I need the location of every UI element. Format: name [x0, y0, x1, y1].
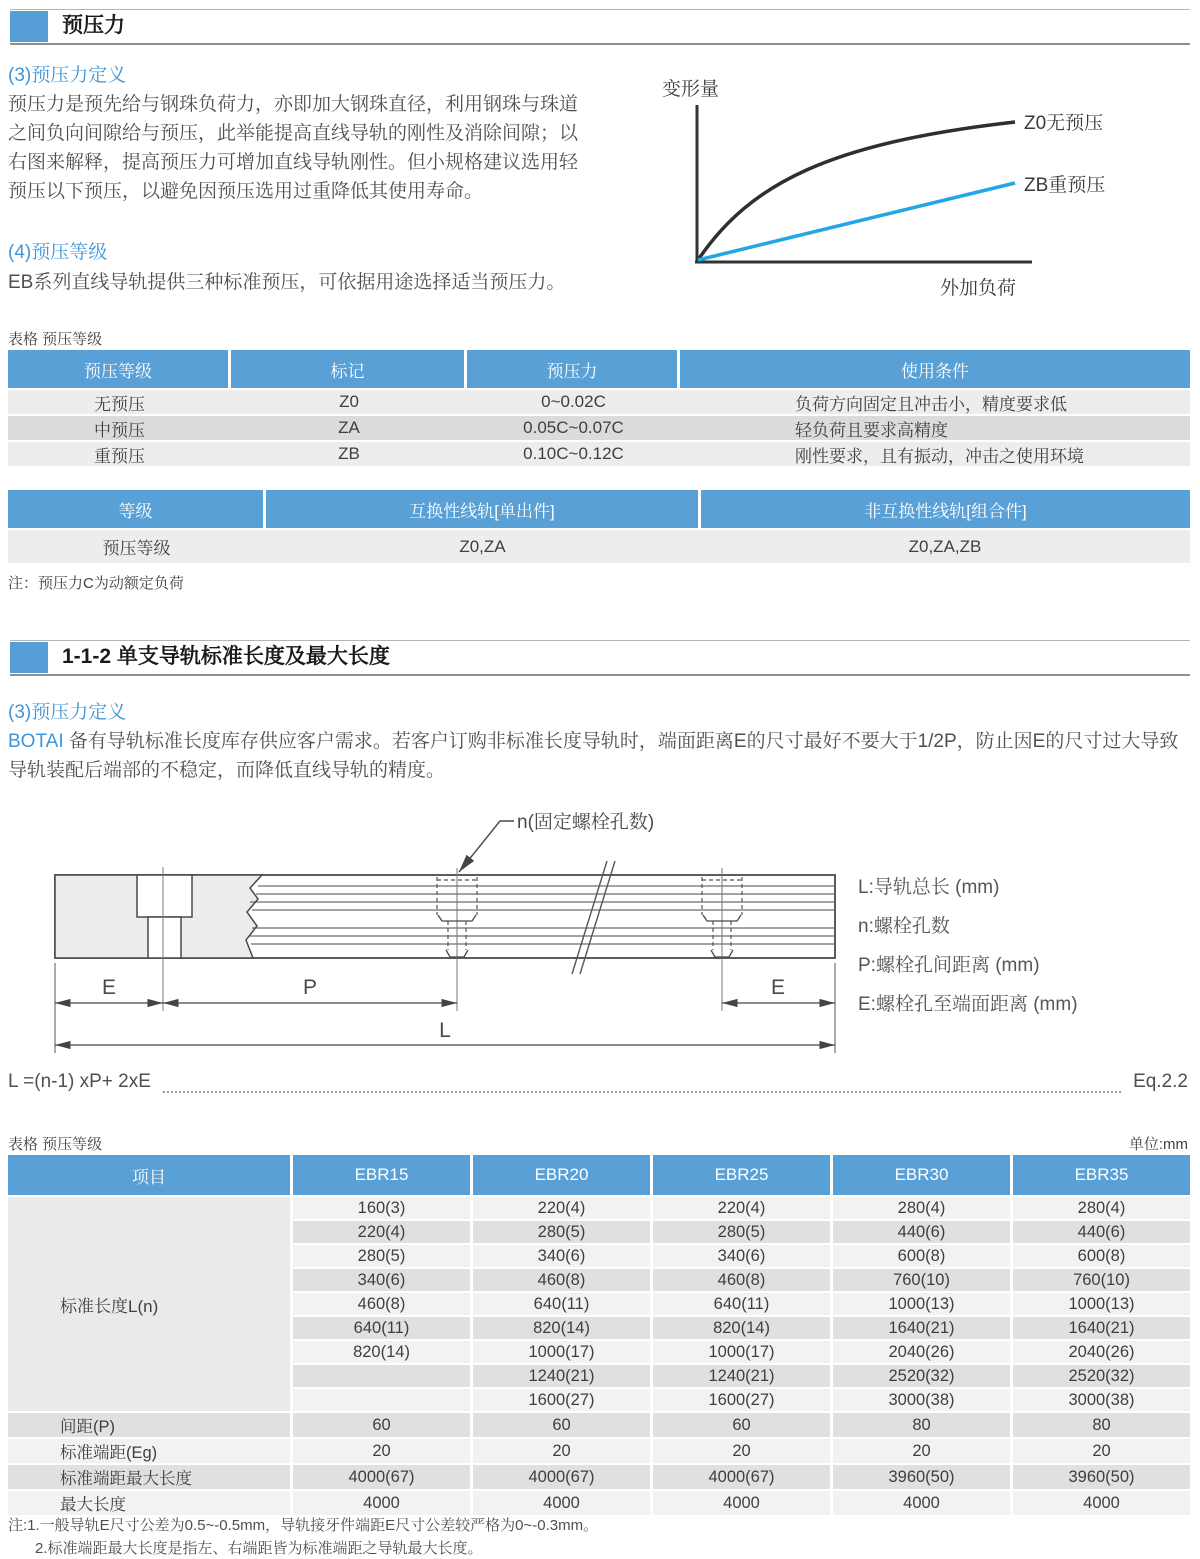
table-cell: 460(8) [653, 1269, 830, 1291]
section-accent-square [10, 642, 48, 673]
table-cell: 1240(21) [653, 1365, 830, 1387]
subheading-preload-definition: (3)预压力定义 [8, 65, 127, 86]
table-cell: 1640(21) [1013, 1317, 1190, 1339]
chart-x-axis-label: 外加负荷 [940, 278, 1017, 299]
table-cell: 20 [473, 1439, 650, 1463]
table-cell: 220(4) [653, 1197, 830, 1219]
table-cell: 280(5) [653, 1221, 830, 1243]
table-cell: 640(11) [293, 1317, 470, 1339]
row-group-label-standard-length: 标准长度L(n) [8, 1197, 290, 1411]
brand-name: BOTAI [8, 731, 64, 752]
table-cell: 3000(38) [1013, 1389, 1190, 1411]
table-cell: 2520(32) [833, 1365, 1010, 1387]
table-cell: 640(11) [473, 1293, 650, 1315]
table1-caption: 表格 预压等级 [8, 331, 103, 348]
table-cell: 60 [653, 1413, 830, 1437]
table-row [8, 390, 1190, 414]
table3-notes [8, 1514, 598, 1559]
table-cell: 4000 [473, 1491, 650, 1515]
table-cell: Z0,ZA,ZB [908, 536, 982, 556]
table-cell: 460(8) [293, 1293, 470, 1315]
callout-leader-arrow [459, 821, 514, 872]
paragraph-rail-length-text: 备有导轨标准长度库存供应客户需求。若客户订购非标准长度导轨时，端面距离E的尺寸最好不要大于1/2P，防止因E的尺寸过大导致导轨装配后端部的不稳定，而降低直线导轨的精度。 [8, 731, 1179, 781]
dim-label-p: P [302, 976, 318, 999]
row-label-standard-end-max-length: 标准端距最大长度 [8, 1465, 290, 1489]
table1-header: 标记 [231, 350, 464, 388]
table-cell [293, 1365, 470, 1387]
table-cell: 中预压 [94, 420, 145, 440]
table-cell: 3000(38) [833, 1389, 1010, 1411]
table2-header: 互换性线轨[单出件] [266, 490, 698, 528]
table-cell: 20 [1013, 1439, 1190, 1463]
table-cell: 280(4) [1013, 1197, 1190, 1219]
dim-label-e-right: E [770, 976, 786, 999]
table-cell: 3960(50) [833, 1465, 1010, 1489]
table-cell: 20 [293, 1439, 470, 1463]
table-cell: 760(10) [1013, 1269, 1190, 1291]
table-cell: 20 [833, 1439, 1010, 1463]
table-cell: 2520(32) [1013, 1365, 1190, 1387]
table3-header: EBR15 [293, 1155, 470, 1195]
table-row [8, 530, 1190, 563]
legend-line: L:导轨总长 (mm) [858, 877, 1000, 898]
legend-line: P:螺栓孔间距离 (mm) [858, 955, 1040, 976]
table-cell: 600(8) [833, 1245, 1010, 1267]
curve-label-zb: ZB重预压 [1024, 175, 1106, 196]
table-cell: 280(5) [293, 1245, 470, 1267]
paragraph-preload-definition: 预压力是预先给与钢珠负荷力，亦即加大钢珠直径，利用钢珠与珠道之间负向间隙给与预压，此举能提高直线导轨的刚性及消除间隙；以右图来解释，提高预压力可增加直线导轨刚性。但小规格建议选用轻预压以下预压，以避免因预压选用过重降低其使用寿命。 [8, 94, 579, 202]
table3-unit-label: 单位:mm [1128, 1136, 1188, 1153]
table-cell: 340(6) [473, 1245, 650, 1267]
table-cell: 3960(50) [1013, 1465, 1190, 1489]
table-cell: 60 [293, 1413, 470, 1437]
paragraph-preload-grade: EB系列直线导轨提供三种标准预压，可依据用途选择适当预压力。 [8, 272, 566, 293]
line-zb-heavy-preload [698, 183, 1015, 260]
formula-expression: L =(n-1) xP+ 2xE [8, 1071, 151, 1092]
table3-header: EBR20 [473, 1155, 650, 1195]
table-cell: 0.05C~0.07C [523, 418, 624, 437]
table-cell: 280(4) [833, 1197, 1010, 1219]
table-cell: 80 [833, 1413, 1010, 1437]
table-cell: 2040(26) [833, 1341, 1010, 1363]
interchangeability-table [8, 490, 1190, 563]
table-cell: 20 [653, 1439, 830, 1463]
table-cell: 刚性要求，且有振动，冲击之使用环境 [795, 446, 1084, 466]
table-cell: 80 [1013, 1413, 1190, 1437]
table-cell: ZB [338, 444, 360, 463]
table-cell: 负荷方向固定且冲击小，精度要求低 [795, 394, 1067, 414]
bolt-counterbore [137, 875, 192, 917]
table-row [8, 442, 1190, 466]
dotted-leader [163, 1077, 1121, 1093]
table-cell: 1600(27) [653, 1389, 830, 1411]
legend-line: E:螺栓孔至端面距离 (mm) [858, 994, 1078, 1015]
subheading-preload-grade: (4)预压等级 [8, 242, 108, 263]
section-header-preload [10, 9, 1190, 45]
table1-header: 预压等级 [8, 350, 228, 388]
table-cell: 2040(26) [1013, 1341, 1190, 1363]
table-cell: 轻负荷且要求高精度 [795, 420, 948, 440]
table1-header-row [8, 350, 1190, 388]
table-cell: 820(14) [653, 1317, 830, 1339]
table-cell: 1240(21) [473, 1365, 650, 1387]
table-row [8, 416, 1190, 440]
section-accent-square [10, 11, 48, 42]
standard-length-table [8, 1155, 1190, 1515]
table-cell: 760(10) [833, 1269, 1010, 1291]
table2-header-row [8, 490, 1190, 528]
break-lines [572, 861, 615, 974]
formula-eq-label: Eq.2.2 [1133, 1071, 1188, 1092]
table-cell: 1000(17) [473, 1341, 650, 1363]
row-label-pitch: 间距(P) [8, 1413, 290, 1437]
chart-y-axis-label: 变形量 [662, 79, 720, 100]
table-cell: 0~0.02C [541, 392, 606, 411]
table3-header: EBR35 [1013, 1155, 1190, 1195]
row-label-max-length: 最大长度 [8, 1491, 290, 1515]
table-cell: 820(14) [473, 1317, 650, 1339]
preload-grade-table [8, 350, 1190, 466]
table-cell [293, 1389, 470, 1411]
section-title: 预压力 [62, 14, 125, 37]
table-cell: Z0,ZA [459, 536, 506, 556]
table3-caption: 表格 预压等级 [8, 1136, 103, 1153]
length-formula-row [8, 1071, 1188, 1093]
table2-header: 非互换性线轨[组合件] [701, 490, 1190, 528]
table-cell: 1000(17) [653, 1341, 830, 1363]
dim-label-e-left: E [101, 976, 117, 999]
diagram-legend [858, 868, 1078, 1024]
table3-header: 项目 [8, 1155, 290, 1195]
curve-z0-no-preload [698, 122, 1015, 260]
table-cell: 640(11) [653, 1293, 830, 1315]
table1-header: 使用条件 [680, 350, 1190, 388]
table-cell: 4000(67) [473, 1465, 650, 1489]
table-cell: 1000(13) [1013, 1293, 1190, 1315]
table-cell: 1600(27) [473, 1389, 650, 1411]
table-cell: 440(6) [833, 1221, 1010, 1243]
table-cell: 1000(13) [833, 1293, 1010, 1315]
table-cell: 重预压 [94, 446, 145, 466]
table-cell: 1640(21) [833, 1317, 1010, 1339]
table-cell: 600(8) [1013, 1245, 1190, 1267]
legend-line: n:螺栓孔数 [858, 916, 950, 937]
table3-header: EBR25 [653, 1155, 830, 1195]
bolt-through-hole [148, 917, 181, 958]
table-cell: 4000 [293, 1491, 470, 1515]
table-cell: 预压等级 [102, 539, 171, 558]
table-cell: 280(5) [473, 1221, 650, 1243]
table-cell: 4000 [1013, 1491, 1190, 1515]
table-cell: 无预压 [94, 394, 145, 414]
table3-header: EBR30 [833, 1155, 1010, 1195]
paragraph-rail-length [8, 727, 1190, 785]
table2-note: 注：预压力C为动额定负荷 [8, 575, 184, 592]
note-line: 注:1.一般导轨E尺寸公差为0.5~-0.5mm，导轨接牙件端距E尺寸公差较严格为0~-0.3mm。 [8, 1517, 599, 1534]
table-cell: 220(4) [473, 1197, 650, 1219]
rail-profile-lines [249, 886, 834, 944]
table-cell: 440(6) [1013, 1221, 1190, 1243]
section-header-rail-length [10, 640, 1190, 676]
dim-label-l: L [439, 1019, 451, 1042]
table-cell: 4000 [833, 1491, 1010, 1515]
table-cell: 220(4) [293, 1221, 470, 1243]
note-line: 2.标准端距最大长度是指左、右端距皆为标准端距之导轨最大长度。 [35, 1540, 483, 1557]
table-cell: ZA [338, 418, 360, 437]
row-label-standard-end-distance: 标准端距(Eg) [8, 1439, 290, 1463]
table-cell: 820(14) [293, 1341, 470, 1363]
table-cell: 340(6) [293, 1269, 470, 1291]
table-cell: 4000(67) [293, 1465, 470, 1489]
table2-header: 等级 [8, 490, 263, 528]
subheading-rail-length: (3)预压力定义 [8, 702, 127, 723]
table-cell: 160(3) [293, 1197, 470, 1219]
preload-deformation-chart [640, 65, 1200, 300]
section-title: 1-1-2 单支导轨标准长度及最大长度 [62, 645, 390, 668]
table-cell: 460(8) [473, 1269, 650, 1291]
table-cell: 4000(67) [653, 1465, 830, 1489]
curve-label-z0: Z0无预压 [1024, 113, 1104, 134]
table-cell: 0.10C~0.12C [523, 444, 624, 463]
bolt-count-callout: n(固定螺栓孔数) [517, 812, 655, 833]
table-cell: 340(6) [653, 1245, 830, 1267]
table-cell: 60 [473, 1413, 650, 1437]
table1-header: 预压力 [467, 350, 677, 388]
table-cell: Z0 [339, 392, 359, 411]
table-cell: 4000 [653, 1491, 830, 1515]
